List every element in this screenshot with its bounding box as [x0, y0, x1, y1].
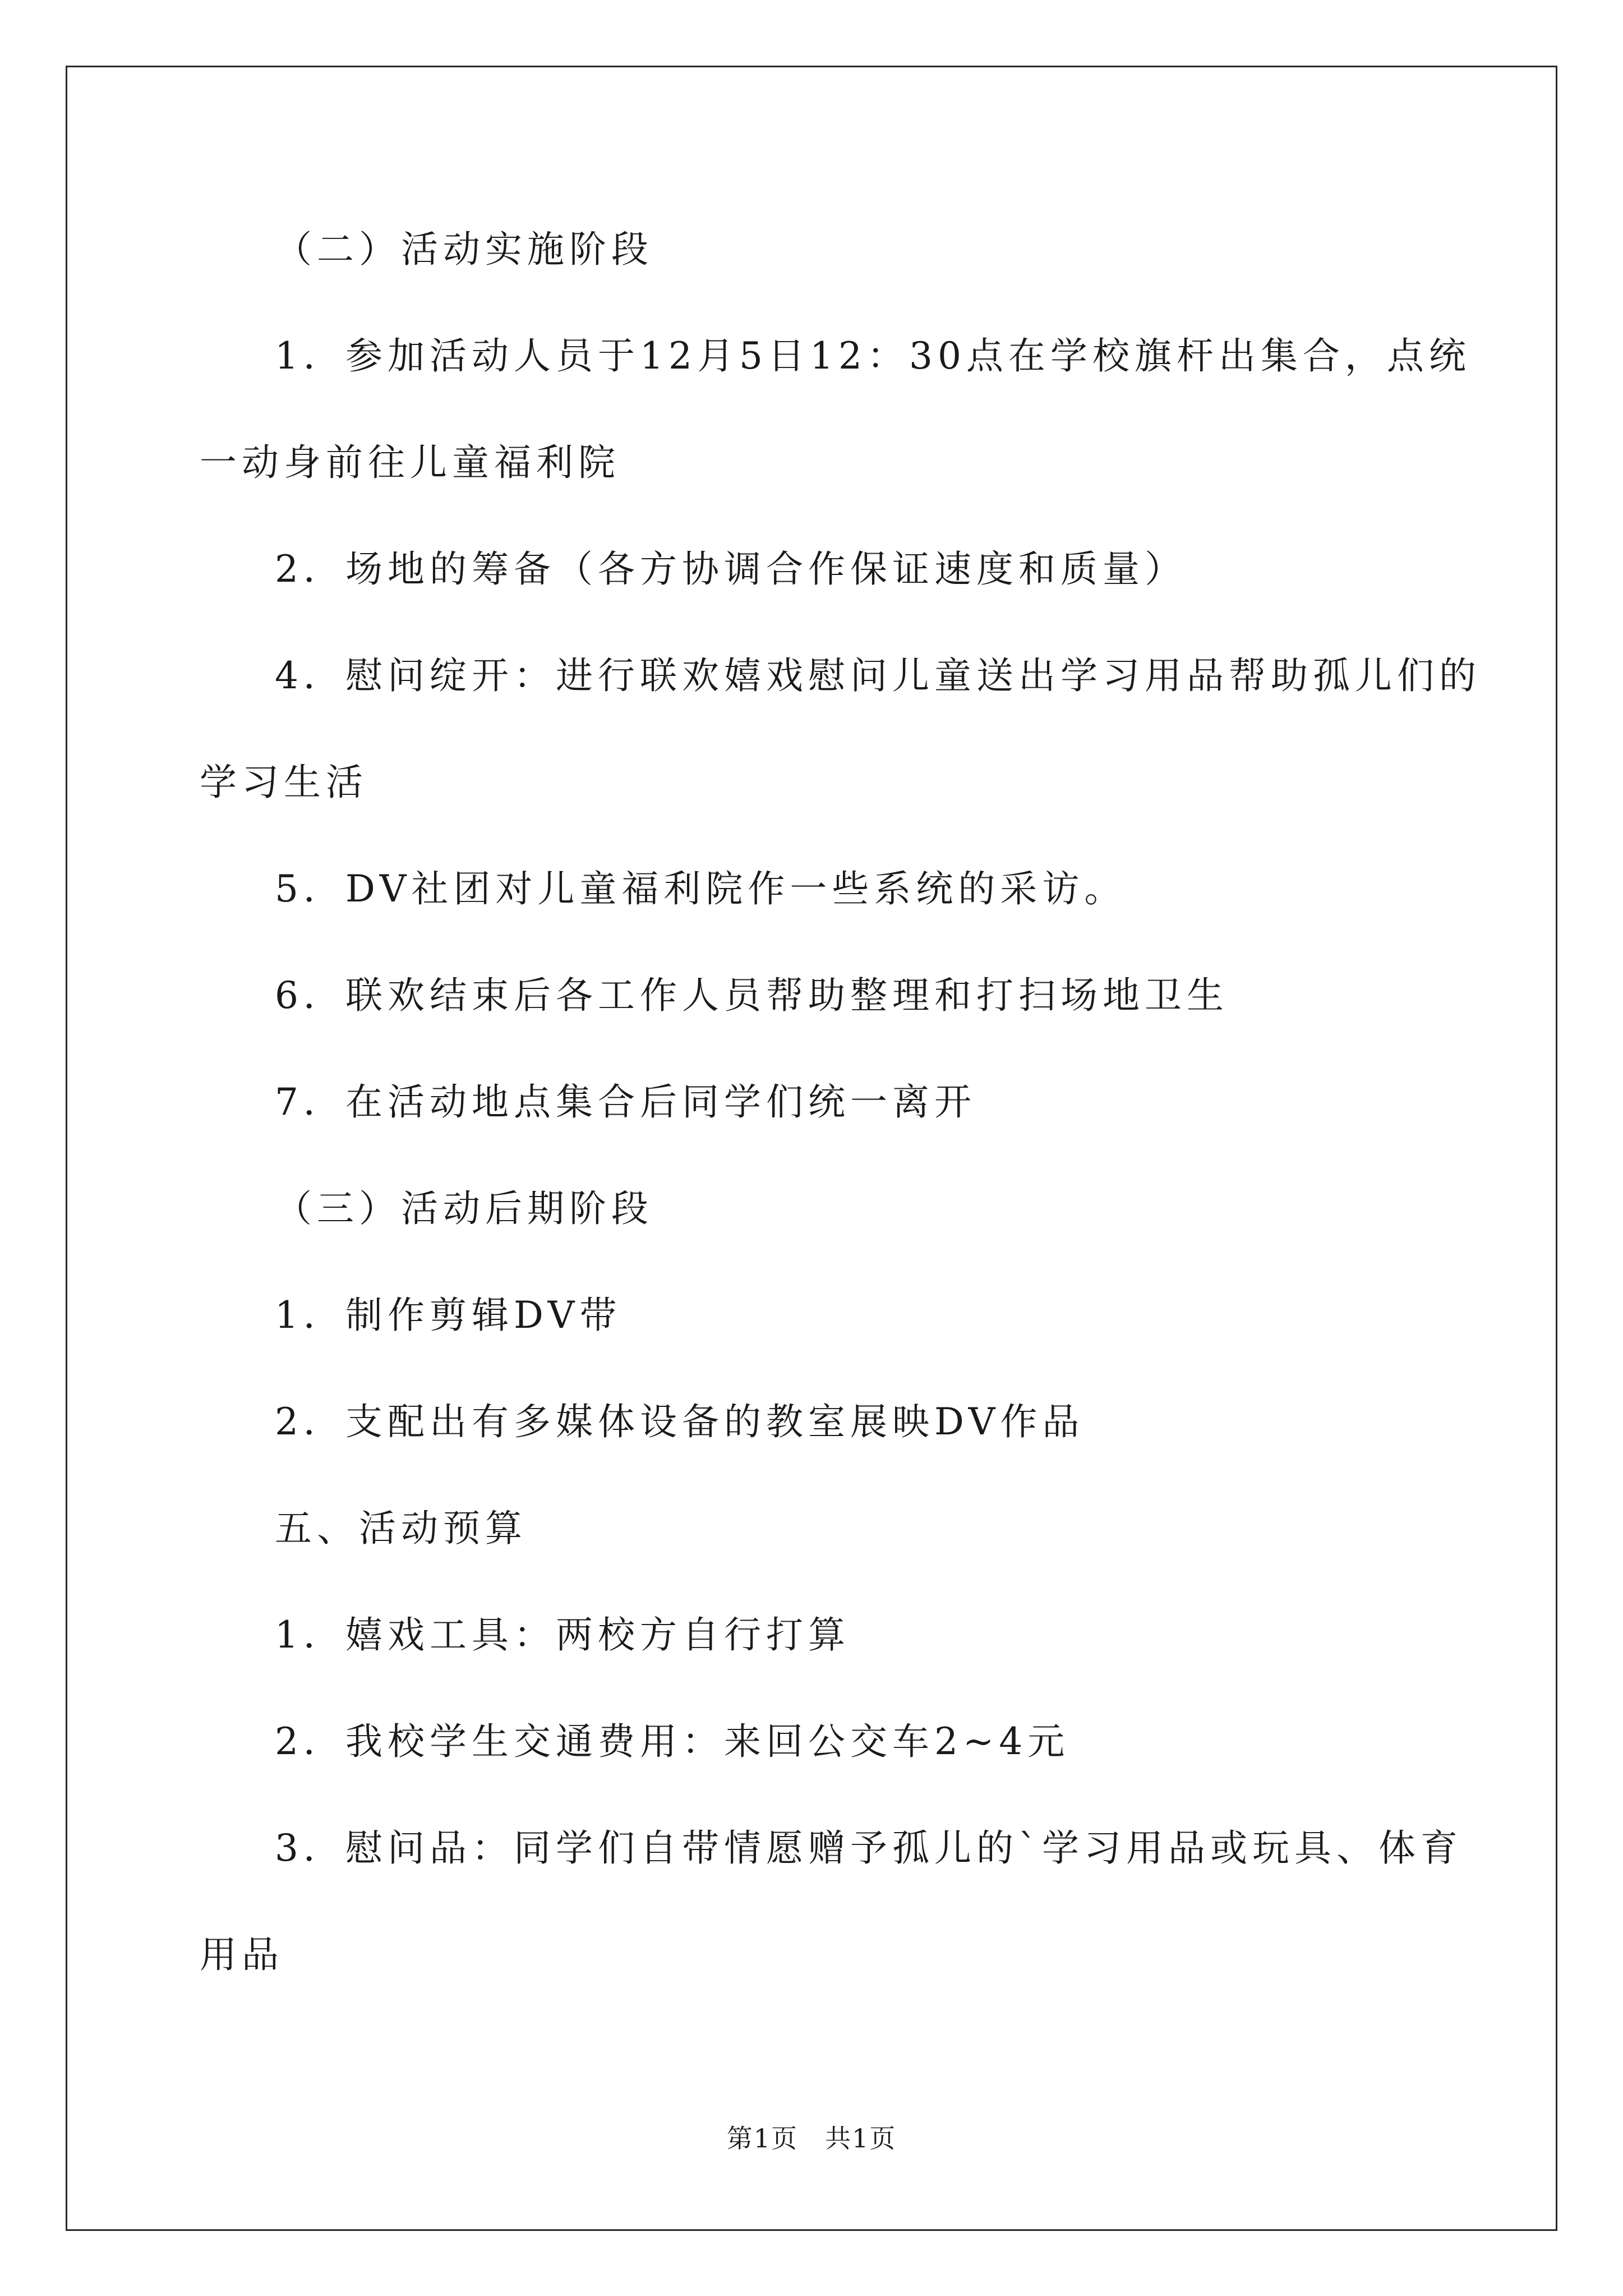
paragraph-line: 5．DV社团对儿童福利院作一些系统的采访。 [275, 867, 1127, 910]
paragraph-line: 7．在活动地点集合后同学们统一离开 [275, 1080, 976, 1124]
paragraph-line: 2．场地的筹备（各方协调合作保证速度和质量） [275, 547, 1187, 591]
paragraph-line: 1．制作剪辑DV带 [275, 1294, 622, 1337]
paragraph-line: 学习生活 [200, 761, 368, 804]
paragraph-line: 1．嬉戏工具：两校方自行打算 [275, 1613, 850, 1657]
section-heading-post-activity: （三）活动后期阶段 [275, 1187, 653, 1230]
paragraph-line: 3．慰问品：同学们自带情愿赠予孤儿的`学习用品或玩具、体育 [275, 1826, 1463, 1870]
section-heading-implementation: （二）活动实施阶段 [275, 228, 653, 271]
paragraph-line: 1．参加活动人员于12月5日12：30点在学校旗杆出集合，点统 [275, 334, 1471, 378]
paragraph-line: 2．我校学生交通费用：来回公交车2~4元 [275, 1720, 1070, 1763]
paragraph-line: 4．慰问绽开：进行联欢嬉戏慰问儿童送出学习用品帮助孤儿们的 [275, 654, 1481, 697]
paragraph-line: 一动身前往儿童福利院 [200, 441, 620, 484]
paragraph-line: 用品 [200, 1933, 284, 1976]
section-heading-budget: 五、活动预算 [275, 1507, 527, 1550]
paragraph-line: 2．支配出有多媒体设备的教室展映DV作品 [275, 1400, 1085, 1443]
page-footer: 第1页 共1页 [726, 2123, 897, 2154]
paragraph-line: 6．联欢结束后各工作人员帮助整理和打扫场地卫生 [275, 974, 1229, 1017]
